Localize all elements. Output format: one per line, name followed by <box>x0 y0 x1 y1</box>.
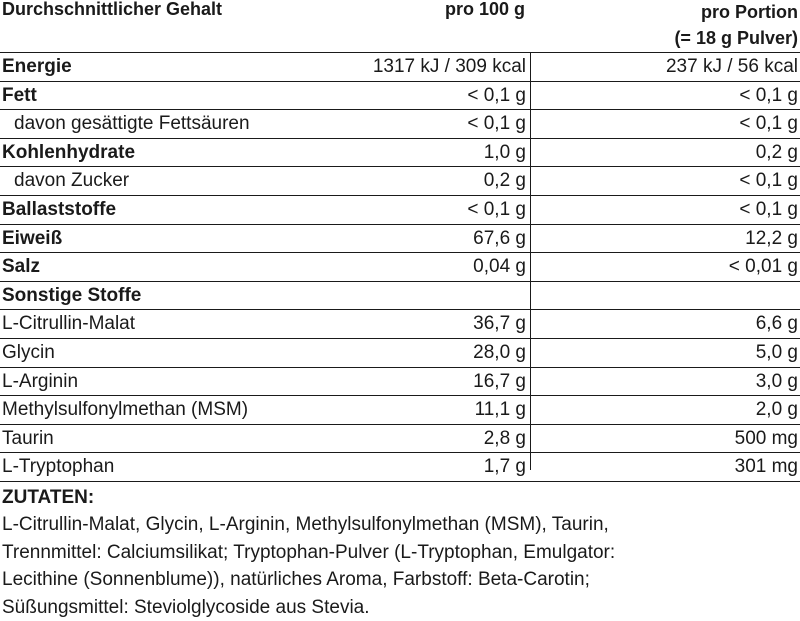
row-label: Ballaststoffe <box>2 196 116 224</box>
row-label: Sonstige Stoffe <box>2 282 141 310</box>
header-per-portion-line2: (= 18 g Pulver) <box>674 25 798 51</box>
column-divider <box>530 52 531 470</box>
table-row-energie <box>0 53 800 82</box>
table-row-arginin <box>0 368 800 397</box>
row-label: L-Citrullin-Malat <box>2 310 135 338</box>
table-header <box>0 0 800 53</box>
row-value-per-100g: 67,6 g <box>473 225 526 253</box>
row-label: Energie <box>2 53 72 81</box>
row-label: L-Tryptophan <box>2 453 114 481</box>
table-row-fett <box>0 82 800 111</box>
table-row-eiweiss <box>0 225 800 254</box>
ingredients-line: Lecithine (Sonnenblume)), natürliches Aroma, Farbstoff: Beta-Carotin; <box>2 566 798 594</box>
table-row-salz <box>0 253 800 282</box>
row-value-per-portion: < 0,1 g <box>739 167 798 195</box>
row-value-per-portion: 0,2 g <box>756 139 798 167</box>
row-value-per-portion: 3,0 g <box>756 368 798 396</box>
row-label: L-Arginin <box>2 368 78 396</box>
row-value-per-100g: < 0,1 g <box>467 82 526 110</box>
row-value-per-100g: 1,0 g <box>484 139 526 167</box>
row-value-per-100g: 1,7 g <box>484 453 526 481</box>
ingredients-section <box>2 484 798 621</box>
row-value-per-portion: < 0,1 g <box>739 110 798 138</box>
table-row-taurin <box>0 425 800 454</box>
ingredients-title: ZUTATEN: <box>2 484 798 511</box>
table-row-zucker <box>0 167 800 196</box>
row-label: Fett <box>2 82 37 110</box>
ingredients-line: L-Citrullin-Malat, Glycin, L-Arginin, Methylsulfonylmethan (MSM), Taurin, <box>2 511 798 539</box>
row-label: Eiweiß <box>2 225 62 253</box>
header-label: Durchschnittlicher Gehalt <box>2 0 222 20</box>
row-value-per-100g: 2,8 g <box>484 425 526 453</box>
row-value-per-portion: < 0,1 g <box>739 196 798 224</box>
row-label: Salz <box>2 253 40 281</box>
row-value-per-100g: 0,04 g <box>473 253 526 281</box>
row-value-per-100g: 28,0 g <box>473 339 526 367</box>
table-row-citrullin-malat <box>0 310 800 339</box>
header-per-portion <box>674 0 798 51</box>
ingredients-text <box>2 511 798 621</box>
row-value-per-portion: 237 kJ / 56 kcal <box>666 53 798 81</box>
row-label: Methylsulfonylmethan (MSM) <box>2 396 248 424</box>
row-value-per-100g: 0,2 g <box>484 167 526 195</box>
row-value-per-portion: < 0,1 g <box>739 82 798 110</box>
table-row-kohlenhydrate <box>0 139 800 168</box>
row-value-per-portion: 5,0 g <box>756 339 798 367</box>
header-per-portion-line1: pro Portion <box>674 0 798 25</box>
row-label: Taurin <box>2 425 54 453</box>
row-value-per-portion: 6,6 g <box>756 310 798 338</box>
ingredients-line: Trennmittel: Calciumsilikat; Tryptophan-Pulver (L-Tryptophan, Emulgator: <box>2 539 798 567</box>
row-value-per-100g: 11,1 g <box>475 396 526 424</box>
header-per-100g: pro 100 g <box>445 0 525 20</box>
table-row-msm <box>0 396 800 425</box>
row-label: davon Zucker <box>14 167 129 195</box>
table-row-sonstige-stoffe <box>0 282 800 311</box>
row-value-per-portion: 500 mg <box>735 425 798 453</box>
row-label: Glycin <box>2 339 55 367</box>
table-row-glycin <box>0 339 800 368</box>
row-value-per-portion: < 0,01 g <box>729 253 798 281</box>
row-label: davon gesättigte Fettsäuren <box>14 110 250 138</box>
row-label: Kohlenhydrate <box>2 139 135 167</box>
row-value-per-100g: 36,7 g <box>473 310 526 338</box>
row-value-per-100g: 16,7 g <box>473 368 526 396</box>
row-value-per-100g: < 0,1 g <box>467 196 526 224</box>
table-row-ballaststoffe <box>0 196 800 225</box>
table-row-gesaettigte-fettsaeuren <box>0 110 800 139</box>
row-value-per-portion: 2,0 g <box>756 396 798 424</box>
table-row-tryptophan <box>0 453 800 482</box>
ingredients-line: Süßungsmittel: Steviolglycoside aus Stevia. <box>2 594 798 621</box>
row-value-per-portion: 12,2 g <box>745 225 798 253</box>
row-value-per-100g: < 0,1 g <box>467 110 526 138</box>
row-value-per-portion: 301 mg <box>735 453 798 481</box>
row-value-per-100g: 1317 kJ / 309 kcal <box>373 53 526 81</box>
